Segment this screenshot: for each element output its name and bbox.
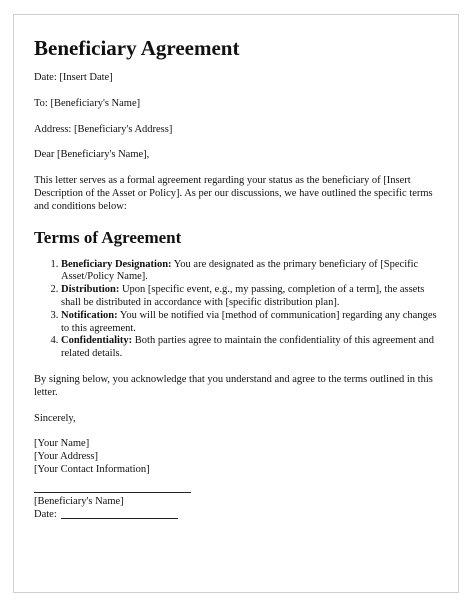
acknowledgment-paragraph: By signing below, you acknowledge that you understand and agree to the terms outlined in this letter.	[34, 373, 433, 398]
term-item	[61, 335, 444, 361]
salutation: Dear [Beneficiary's Name],	[34, 149, 150, 161]
signature-block	[34, 492, 444, 522]
term-item	[61, 259, 444, 285]
terms-list	[34, 259, 444, 361]
date-line: Date: [Insert Date]	[34, 72, 113, 83]
recipient-line: To: [Beneficiary's Name]	[34, 97, 141, 109]
term-title: Beneficiary Designation:	[61, 258, 172, 270]
letter-content	[34, 35, 444, 521]
sender-block	[34, 438, 444, 476]
terms-heading: Terms of Agreement	[34, 227, 182, 247]
beneficiary-name-label: [Beneficiary's Name]	[34, 495, 124, 507]
sender-contact: [Your Contact Information]	[34, 463, 150, 475]
term-item	[61, 310, 444, 336]
document-page	[13, 14, 459, 593]
signature-date-label: Date:	[34, 508, 57, 520]
term-text: You will be notified via [method of communication] regarding any changes to this agreement.	[61, 309, 437, 334]
signature-date-row	[34, 509, 444, 522]
term-text: You are designated as the primary beneficiary of [Specific Asset/Policy Name].	[61, 258, 419, 283]
closing: Sincerely,	[34, 412, 76, 424]
term-title: Distribution:	[61, 284, 120, 296]
document-title: Beneficiary Agreement	[34, 36, 240, 60]
term-title: Confidentiality:	[61, 335, 133, 347]
term-text: Upon [specific event, e.g., my passing, completion of a term], the assets shall be distributed in accordance with [specific distribution plan].	[61, 284, 425, 308]
sender-address: [Your Address]	[34, 451, 98, 463]
term-title: Notification:	[61, 309, 118, 321]
term-text: Both parties agree to maintain the confidentiality of this agreement and related details.	[61, 335, 434, 360]
address-line: Address: [Beneficiary's Address]	[34, 123, 173, 135]
sender-name: [Your Name]	[34, 438, 90, 450]
term-item	[61, 284, 444, 310]
signature-date-line[interactable]	[61, 518, 178, 519]
signature-line[interactable]	[34, 492, 191, 493]
intro-paragraph: This letter serves as a formal agreement regarding your status as the beneficiary of [Insert Description of the Asset or Policy]. As per our discussions, we have outlined the specific terms and conditions below:	[34, 175, 433, 212]
